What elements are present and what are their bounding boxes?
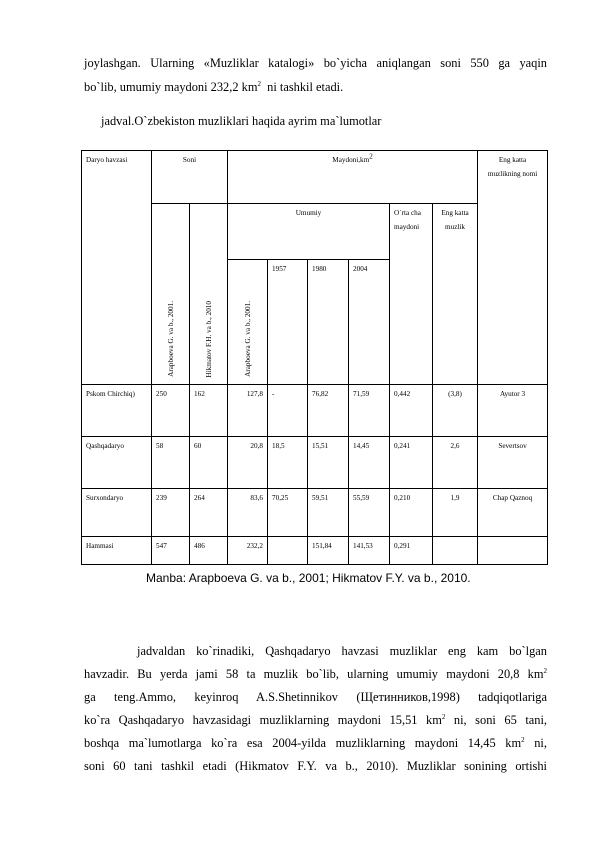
cell-average: 0,210 <box>390 489 433 537</box>
body-line-5-end: ni, <box>524 736 547 750</box>
superscript: 2 <box>257 79 261 88</box>
cell-largest: 2,6 <box>433 437 478 489</box>
body-line-3: ga teng.Ammo, keyinroq A.S.Shetinnikov (Щетинников,1998) tadqiqotlariga <box>84 690 547 704</box>
vertical-label: Arapboeva G. va b., 2001. <box>243 301 252 377</box>
cell-area-2001: 20,8 <box>228 437 268 489</box>
header-total: Umumiy <box>228 204 390 260</box>
cell-area-2004: 71,59 <box>349 385 390 437</box>
cell-area-2004: 55,59 <box>349 489 390 537</box>
cell-name: Severtsov <box>478 437 548 489</box>
superscript: 2 <box>543 666 547 675</box>
cell-largest <box>433 537 478 565</box>
header-area <box>228 151 478 204</box>
header-year-1957: 1957 <box>268 260 308 385</box>
table-row-total <box>82 537 548 565</box>
glacier-table <box>81 150 548 565</box>
cell-average: 0,442 <box>390 385 433 437</box>
cell-area-2001: 83,6 <box>228 489 268 537</box>
cell-area-1980: 151,84 <box>308 537 349 565</box>
cell-area-1957 <box>268 537 308 565</box>
cell-area-2001: 232,2 <box>228 537 268 565</box>
cell-area-1957: - <box>268 385 308 437</box>
intro-line-2-text: bo`lib, umumiy maydoni 232,2 km <box>84 80 258 94</box>
cell-largest: (3,8) <box>433 385 478 437</box>
cell-area-1980: 76,82 <box>308 385 349 437</box>
cell-name <box>478 537 548 565</box>
cell-count-2010: 162 <box>190 385 228 437</box>
intro-line-1: joylashgan. Ularning «Muzliklar katalogi» bo`yicha aniqlangan soni 550 ga yaqin <box>84 56 547 70</box>
header-area-arapboeva <box>228 260 268 385</box>
header-count-arapboeva <box>152 204 190 385</box>
body-line-1: jadvaldan ko`rinadiki, Qashqadaryo havzasi muzliklar eng kam bo`lgan <box>137 644 547 658</box>
vertical-label: Arapboeva G. va b., 2001. <box>166 301 175 377</box>
superscript: 2 <box>521 735 525 744</box>
cell-average: 0,241 <box>390 437 433 489</box>
body-line-4-text: ko`ra Qashqadaryo havzasidagi muzliklarning maydoni 15,51 km <box>84 713 442 727</box>
superscript: 2 <box>369 152 373 161</box>
body-line-4-end: ni, soni 65 tani, <box>445 713 547 727</box>
intro-line-2 <box>84 76 547 98</box>
cell-area-2004: 141,53 <box>349 537 390 565</box>
header-average: O`rta cha maydoni <box>390 204 433 385</box>
table-source-note: Manba: Arapboeva G. va b., 2001; Hikmatov F.Y. va b., 2010. <box>146 571 471 585</box>
cell-name: Chap Qaznoq <box>478 489 548 537</box>
body-line-6: soni 60 tani tashkil etadi (Hikmatov F.Y. va b., 2010). Muzliklar sonining ortishi <box>84 759 547 773</box>
cell-basin: Surxondaryo <box>82 489 152 537</box>
header-count: Soni <box>152 151 228 204</box>
header-year-2004: 2004 <box>349 260 390 385</box>
header-largest-name: Eng katta muzlikning nomi <box>478 151 548 385</box>
header-year-1980: 1980 <box>308 260 349 385</box>
cell-name: Ayutor 3 <box>478 385 548 437</box>
header-basin: Daryo havzasi <box>82 151 152 385</box>
vertical-label: Hikmatov F.H. va b., 2010 <box>204 300 213 377</box>
cell-average: 0,291 <box>390 537 433 565</box>
body-line-5 <box>84 732 547 754</box>
cell-count-2010: 486 <box>190 537 228 565</box>
cell-area-1957: 18,5 <box>268 437 308 489</box>
body-line-2-text: havzadir. Bu yerda jami 58 ta muzlik bo`lib, ularning umumiy maydoni 20,8 km <box>84 667 544 681</box>
cell-count-2010: 60 <box>190 437 228 489</box>
cell-area-1957: 70,25 <box>268 489 308 537</box>
cell-largest: 1,9 <box>433 489 478 537</box>
table-row <box>82 385 548 437</box>
table-caption: jadval.O`zbekiston muzliklari haqida ayrim ma`lumotlar <box>101 114 382 128</box>
cell-count-2001: 547 <box>152 537 190 565</box>
header-area-text: Maydoni,km <box>332 156 370 164</box>
cell-area-2001: 127,8 <box>228 385 268 437</box>
cell-area-2004: 14,45 <box>349 437 390 489</box>
body-line-2 <box>84 663 547 685</box>
cell-basin: Pskom Chirchiq) <box>82 385 152 437</box>
intro-line-2-end: ni tashkil etadi. <box>260 80 344 94</box>
body-line-5-text: boshqa ma`lumotlarga ko`ra esa 2004-yilda muzliklarning maydoni 14,45 km <box>84 736 522 750</box>
table-row <box>82 489 548 537</box>
cell-area-1980: 15,51 <box>308 437 349 489</box>
cell-count-2001: 250 <box>152 385 190 437</box>
header-largest: Eng katta muzlik <box>433 204 478 385</box>
cell-basin: Hammasi <box>82 537 152 565</box>
table-row <box>82 437 548 489</box>
body-line-4 <box>84 709 547 731</box>
superscript: 2 <box>441 712 446 721</box>
cell-count-2010: 264 <box>190 489 228 537</box>
cell-count-2001: 58 <box>152 437 190 489</box>
cell-basin: Qashqadaryo <box>82 437 152 489</box>
cell-area-1980: 59,51 <box>308 489 349 537</box>
header-count-hikmatov <box>190 204 228 385</box>
cell-count-2001: 239 <box>152 489 190 537</box>
